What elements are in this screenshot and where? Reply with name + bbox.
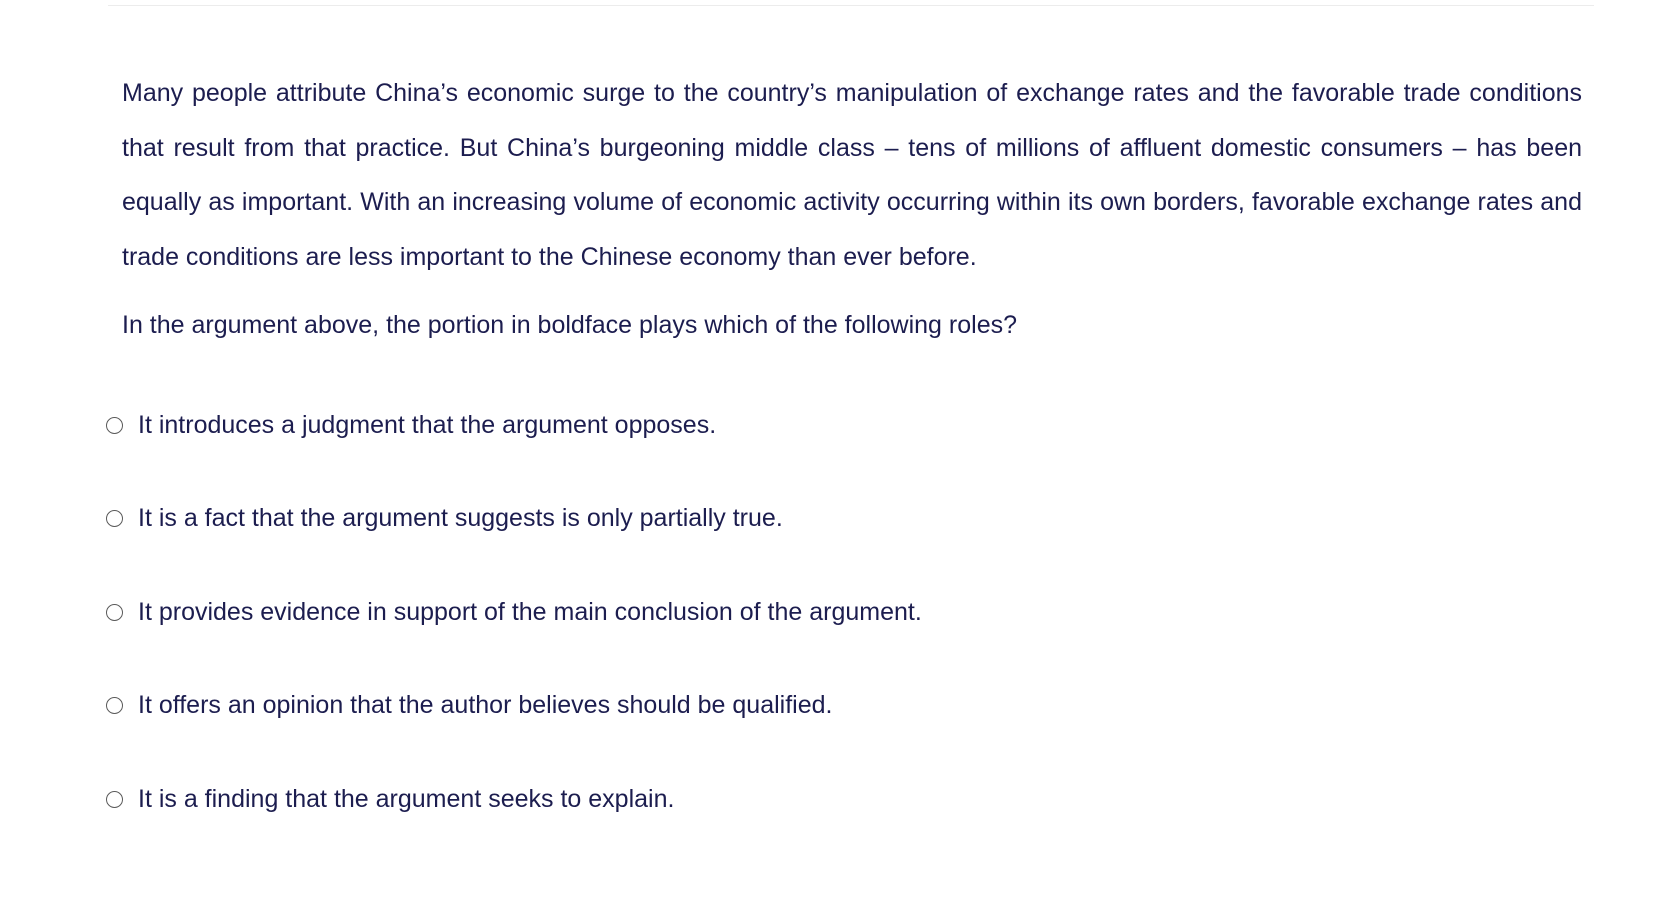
answer-choice-label[interactable]: It introduces a judgment that the argument opposes.	[138, 410, 717, 439]
answer-choice-e[interactable]	[106, 779, 922, 819]
answer-choice-label[interactable]: It provides evidence in support of the main conclusion of the argument.	[138, 597, 922, 626]
answer-choice-label[interactable]: It is a fact that the argument suggests is only partially true.	[138, 504, 783, 532]
answer-choice-a[interactable]	[106, 405, 922, 445]
answer-choice-b[interactable]	[106, 499, 922, 539]
answer-choice-d[interactable]	[106, 686, 922, 726]
answer-choice-label[interactable]: It is a finding that the argument seeks to explain.	[138, 784, 675, 813]
radio-button-c[interactable]	[106, 604, 123, 621]
answer-choices	[106, 405, 922, 873]
answer-choice-label[interactable]: It offers an opinion that the author believes should be qualified.	[138, 691, 833, 719]
answer-choice-c[interactable]	[106, 592, 922, 632]
radio-button-d[interactable]	[106, 697, 123, 714]
radio-button-b[interactable]	[106, 510, 123, 527]
top-divider	[108, 5, 1594, 6]
question-stem: In the argument above, the portion in boldface plays which of the following roles?	[122, 311, 1017, 339]
stimulus-passage: Many people attribute China’s economic surge to the country’s manipulation of exchange rates and the favorable trade conditions that result from that practice. But China’s burgeoning middle class – tens of millions of affluent domestic consumers – has been equally as important. With an increasing volume of economic activity occurring within its own borders, favorable exchange rates and trade conditions are less important to the Chinese economy than ever before.	[122, 79, 1582, 271]
radio-button-a[interactable]	[106, 417, 123, 434]
radio-button-e[interactable]	[106, 791, 123, 808]
